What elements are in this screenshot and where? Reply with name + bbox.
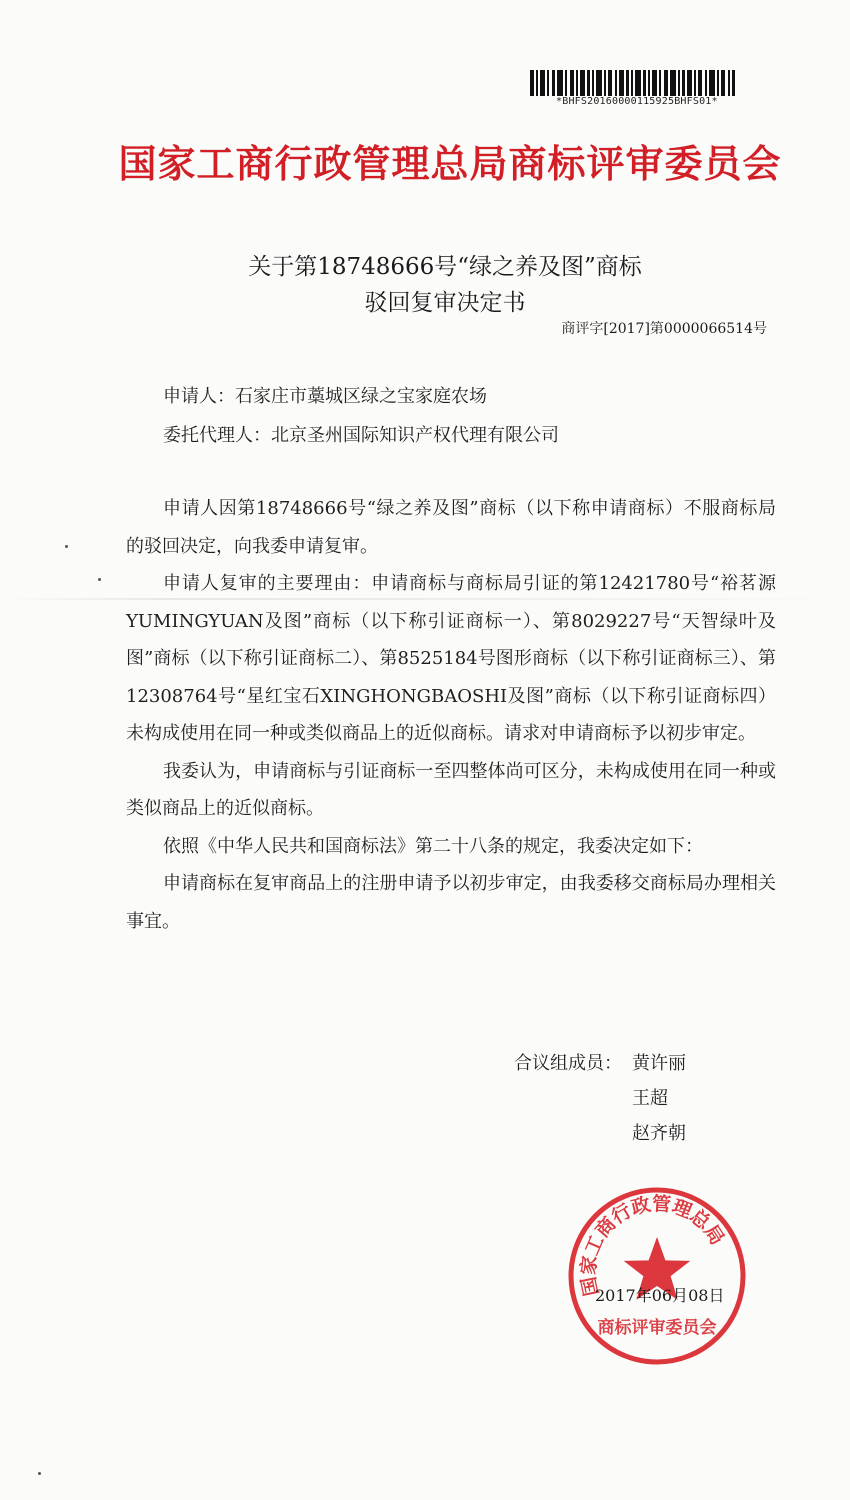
applicant: 申请人：石家庄市藁城区绿之宝家庭农场 [163,386,487,407]
document-number: 商评字[2017]第0000066514号 [561,321,767,337]
scan-speck [65,545,68,548]
barcode-number: *BHFS20160000115925BHFS01* [556,96,718,107]
decision-date: 2017年06月08日 [595,1286,725,1305]
official-seal [566,1185,748,1367]
barcode [530,70,735,96]
panel-member: 赵齐朝 [632,1123,686,1144]
paragraph: 依照《中华人民共和国商标法》第二十八条的规定，我委决定如下： [163,835,703,857]
panel-members [514,1046,686,1151]
paragraph: 申请商标在复审商品上的注册申请予以初步审定，由我委移交商标局办理相关事宜。 [126,873,776,932]
scan-speck [98,578,101,581]
panel-label: 合议组成员： [514,1053,622,1074]
svg-text:商标评审委员会: 商标评审委员会 [597,1318,717,1338]
paragraph: 我委认为，申请商标与引证商标一至四整体尚可区分，未构成使用在同一种或类似商品上的近似商标。 [126,760,776,819]
seal-text: 国家工商行政管理总局 [577,1192,729,1298]
decision-body [126,490,776,940]
paragraph: 申请人复审的主要理由：申请商标与商标局引证的第12421780号“裕茗源YUMINGYUAN及图”商标（以下称引证商标一）、第8029227号“天智绿叶及图”商标（以下称引证商标二）、第8525184号图形商标（以下称引证商标三）、第12308764号“星红宝石XINGHONGBAOSHI及图”商标（以下称引证商标四）未构成使用在同一种或类似商品上的近似商标。请求对申请商标予以初步审定。 [126,573,776,744]
panel-names [632,1046,686,1151]
document-title-line1: 关于第18748666号“绿之养及图”商标 [248,254,642,280]
panel-member: 王超 [632,1088,668,1109]
paragraph: 申请人因第18748666号“绿之养及图”商标（以下称申请商标）不服商标局的驳回决定，向我委申请复审。 [126,498,776,557]
document-title-line2: 驳回复审决定书 [364,290,526,316]
panel-member: 黄许丽 [632,1053,686,1074]
agent: 委托代理人：北京圣州国际知识产权代理有限公司 [163,425,559,446]
scan-speck [38,1472,41,1475]
issuing-organization: 国家工商行政管理总局商标评审委员会 [118,141,782,186]
